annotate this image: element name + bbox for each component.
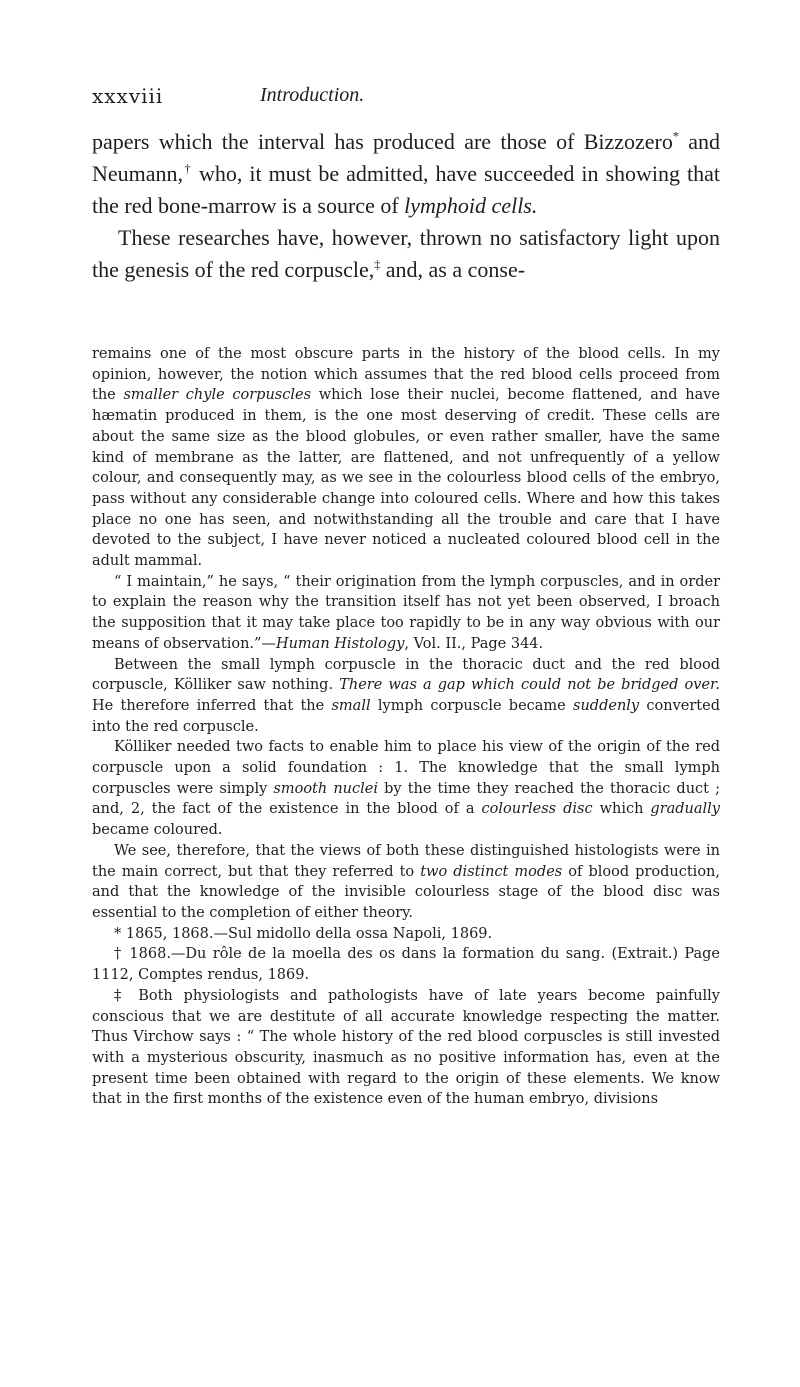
main-paragraph-1: papers which the interval has produced are those of Bizzozero* and Neumann,† who, it must be admitted, have succeeded in showing that the red bone-marrow is a source of lymphoid cells. (92, 129, 721, 218)
main-text (92, 126, 720, 286)
main-paragraph-2: These researches have, however, thrown no satisfactory light upon the genesis of the red corpuscle,‡ and, as a conse- (92, 225, 720, 282)
note-paragraph-5: We see, therefore, that the views of both these distinguished histologists were in the main correct, but that they referred to two distinct modes of blood production, and that the knowledge of the invisible colourless stage of the blood disc was essential to the completion of either theory. (92, 842, 721, 921)
footnote-3: ‡ Both physiologists and pathologists have of late years become painfully conscious that we are destitute of all accurate knowledge respecting the matter. Thus Virchow says : “ The whole history of the red blood corpuscles is still invested with a mysterious obscurity, inasmuch as no positive information has, even at the present time been obtained with regard to the origin of these elements. We know that in the first months of the existence even of the human embryo, divisions (92, 987, 720, 1108)
footnote-mark-dagger: † (183, 161, 193, 176)
running-title: Introduction. (260, 84, 365, 106)
note-paragraph-3: Between the small lymph corpuscle in the thoracic duct and the red blood corpuscle, Kölliker saw nothing. There was a gap which could not be bridged over. He therefore inferred that the small lymph corpuscle became suddenly converted into the red corpuscle. (92, 656, 720, 735)
footnote-2: † 1868.—Du rôle de la moella des os dans la formation du sang. (Extrait.) Page 1112, Comptes rendus, 1869. (92, 946, 720, 984)
note-paragraph-2: “ I maintain,” he says, “ their origination from the lymph corpuscles, and in order to explain the reason why the transition itself has not yet been observed, I broach the supposition that it may take place too rapidly to be in any way obvious with our means of observation.”—Human Histology, Vol. II., Page 344. (92, 573, 720, 652)
page-number: xxxviii (92, 84, 164, 108)
page-header (92, 84, 712, 108)
note-paragraph-1: remains one of the most obscure parts in the history of the blood cells. In my opinion, however, the notion which assumes that the red blood cells proceed from the smaller chyle corpuscles which lose their nuclei, become flattened, and have hæmatin produced in them, is the one most deserving of credit. These cells are about the same size as the blood globules, or even rather smaller, have the same kind of membrane as the latter, are flattened, and not unfrequently of a yellow colour, and consequently may, as we see in the colourless blood cells of the embryo, pass without any considerable change into coloured cells. Where and how this takes place no one has seen, and notwithstanding all the trouble and care that I have devoted to the subject, I have never noticed a nucleated coloured blood cell in the adult mammal. (92, 346, 720, 570)
footnote-1: * 1865, 1868.—Sul midollo della ossa Napoli, 1869. (114, 925, 493, 942)
footnote-mark-star: * (672, 129, 679, 144)
note-paragraph-4: Kölliker needed two facts to enable him to place his view of the origin of the red corpuscle upon a solid foundation : 1. The knowledge that the small lymph corpuscles were simply smooth nuclei by the time they reached the thoracic duct ; and, 2, the fact of the existence in the blood of a colourless disc which gradually became coloured. (92, 739, 720, 839)
notes-block (92, 344, 720, 1110)
footnote-mark-double-dagger: ‡ (374, 257, 381, 272)
